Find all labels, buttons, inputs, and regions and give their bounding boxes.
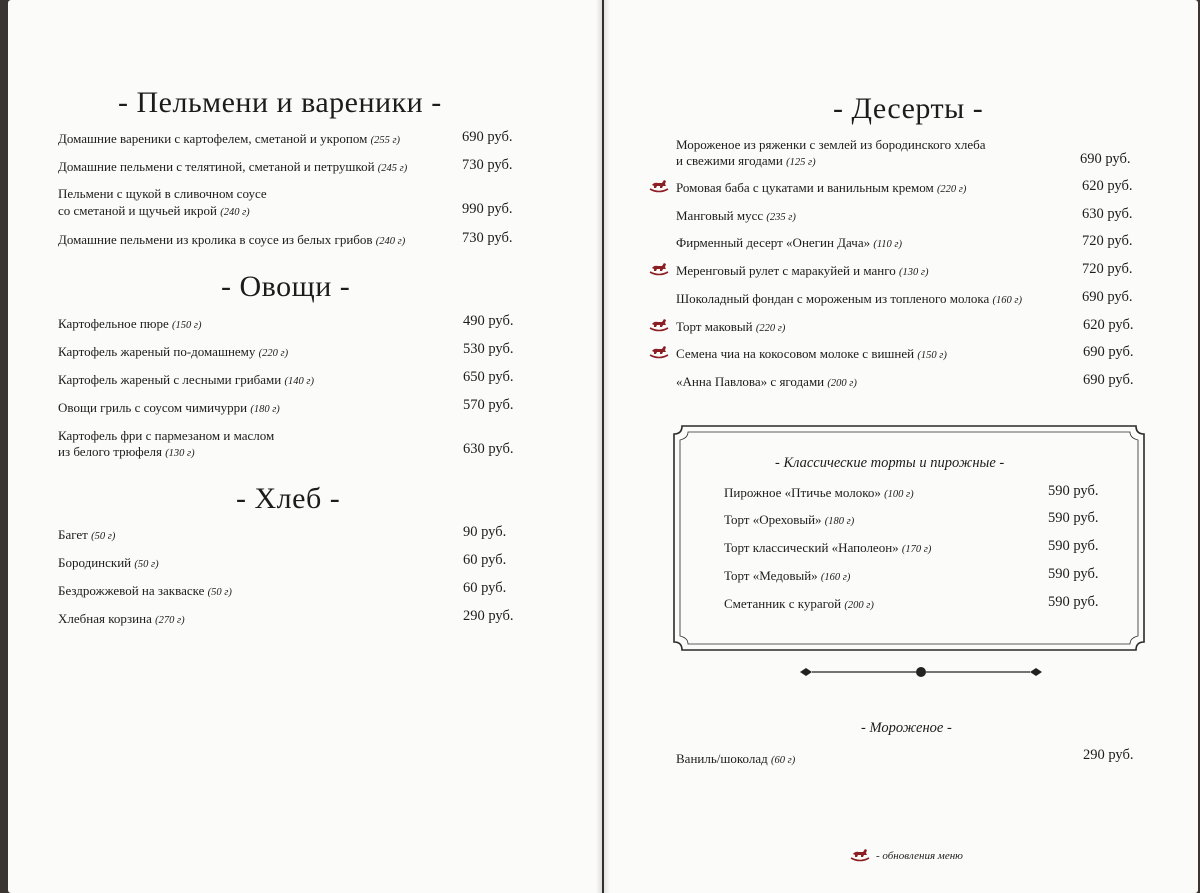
section-title-icecream: - Мороженое -	[861, 720, 952, 736]
menu-item-name: Торт «Ореховый» (180 г)	[724, 512, 855, 527]
menu-item-name: Бородинский (50 г)	[58, 555, 159, 570]
menu-item-name: Шоколадный фондан с мороженым из топленого молока (160 г)	[676, 291, 1022, 306]
menu-item-name-line1: Картофель фри с пармезаном и маслом	[58, 428, 275, 443]
menu-item-name: Семена чиа на кокосовом молоке с вишней (150 г)	[676, 346, 947, 361]
menu-item-price: 620 руб.	[1082, 178, 1133, 194]
menu-item-name-line1: Пельмени с щукой в сливочном соусе	[58, 186, 267, 201]
menu-item-name: Багет (50 г)	[58, 527, 116, 542]
menu-item-price: 990 руб.	[462, 201, 513, 217]
section-title-pelmeni: - Пельмени и вареники -	[118, 86, 442, 119]
section-title-classic-cakes: - Классические торты и пирожные -	[775, 455, 1005, 471]
menu-item-name: Торт «Медовый» (160 г)	[724, 568, 851, 583]
menu-item-price: 530 руб.	[463, 341, 514, 357]
rocking-horse-icon	[850, 848, 870, 862]
menu-item-name: Картофель жареный с лесными грибами (140 г)	[58, 372, 314, 387]
menu-item-name: Пирожное «Птичье молоко» (100 г)	[724, 485, 914, 500]
menu-item-name: из белого трюфеля (130 г)	[58, 444, 195, 459]
menu-item-price: 290 руб.	[463, 608, 514, 624]
menu-item-name: Бездрожжевой на закваске (50 г)	[58, 583, 232, 598]
menu-item-name: Хлебная корзина (270 г)	[58, 611, 185, 626]
section-title-bread: - Хлеб -	[236, 482, 341, 515]
menu-item-name: Фирменный десерт «Онегин Дача» (110 г)	[676, 235, 903, 250]
footnote-menu-updates: - обновления меню	[876, 850, 963, 862]
menu-item-price: 630 руб.	[1082, 206, 1133, 222]
menu-item-price: 590 руб.	[1048, 594, 1099, 610]
rocking-horse-icon	[649, 179, 669, 193]
menu-item-name: Картофельное пюре (150 г)	[58, 316, 202, 331]
menu-item-price: 720 руб.	[1082, 261, 1133, 277]
menu-item-price: 720 руб.	[1082, 233, 1133, 249]
menu-item-name: Сметанник с курагой (200 г)	[724, 596, 874, 611]
menu-item-price: 60 руб.	[463, 552, 507, 568]
menu-item-price: 650 руб.	[463, 369, 514, 385]
menu-item-name: со сметаной и щучьей икрой (240 г)	[58, 203, 250, 218]
menu-item-name: «Анна Павлова» с ягодами (200 г)	[676, 374, 857, 389]
menu-item-name: Ваниль/шоколад (60 г)	[676, 751, 796, 766]
menu-item-price: 630 руб.	[463, 441, 514, 457]
menu-item-name: Домашние вареники с картофелем, сметаной и укропом (255 г)	[58, 131, 401, 146]
ornament-divider-icon	[798, 664, 1044, 680]
rocking-horse-icon	[649, 345, 669, 359]
section-title-vegetables: - Овощи -	[221, 270, 351, 303]
menu-item-price: 690 руб.	[1083, 344, 1134, 360]
menu-item-price: 290 руб.	[1083, 747, 1134, 763]
menu-item-price: 690 руб.	[1083, 372, 1134, 388]
menu-item-name-line1: Мороженое из ряженки с землей из бородинского хлеба	[676, 137, 986, 152]
menu-item-price: 620 руб.	[1083, 317, 1134, 333]
menu-item-price: 730 руб.	[462, 230, 513, 246]
menu-item-price: 90 руб.	[463, 524, 507, 540]
menu-item-price: 730 руб.	[462, 157, 513, 173]
menu-item-name: Домашние пельмени с телятиной, сметаной и петрушкой (245 г)	[58, 159, 408, 174]
menu-item-price: 60 руб.	[463, 580, 507, 596]
menu-item-name: и свежими ягодами (125 г)	[676, 153, 816, 168]
menu-item-name: Ромовая баба с цукатами и ванильным кремом (220 г)	[676, 180, 967, 195]
menu-item-name: Меренговый рулет с маракуйей и манго (130 г)	[676, 263, 929, 278]
menu-item-name: Торт маковый (220 г)	[676, 319, 786, 334]
menu-item-price: 570 руб.	[463, 397, 514, 413]
rocking-horse-icon	[649, 262, 669, 276]
menu-item-price: 590 руб.	[1048, 566, 1099, 582]
rocking-horse-icon	[649, 318, 669, 332]
menu-item-name: Домашние пельмени из кролика в соусе из белых грибов (240 г)	[58, 232, 406, 247]
menu-item-name: Торт классический «Наполеон» (170 г)	[724, 540, 932, 555]
menu-item-price: 590 руб.	[1048, 510, 1099, 526]
menu-item-name: Манговый мусс (235 г)	[676, 208, 796, 223]
menu-item-price: 690 руб.	[462, 129, 513, 145]
menu-item-price: 590 руб.	[1048, 483, 1099, 499]
menu-item-price: 690 руб.	[1082, 289, 1133, 305]
section-title-desserts: - Десерты -	[833, 92, 984, 125]
menu-item-price: 490 руб.	[463, 313, 514, 329]
menu-item-name: Овощи гриль с соусом чимичурри (180 г)	[58, 400, 280, 415]
menu-item-price: 590 руб.	[1048, 538, 1099, 554]
menu-item-name: Картофель жареный по-домашнему (220 г)	[58, 344, 289, 359]
book-spine-shadow	[596, 0, 610, 893]
menu-item-price: 690 руб.	[1080, 151, 1131, 167]
